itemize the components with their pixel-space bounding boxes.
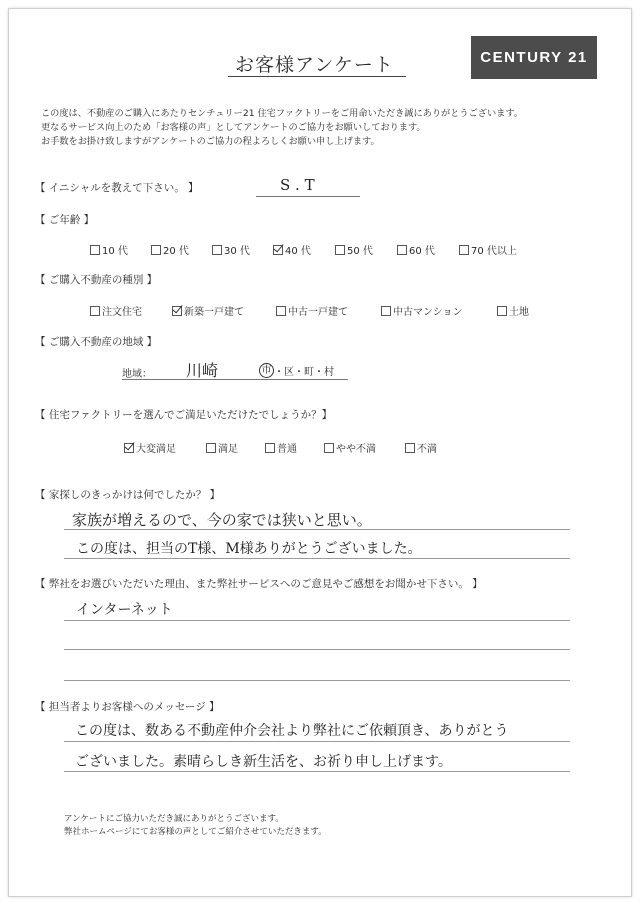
checkbox-60[interactable]	[397, 245, 407, 255]
region-label: 【 ご購入不動産の地域 】	[35, 336, 158, 348]
footer-line-2: 弊社ホームページにてお客様の声としてご紹介させていただきます。	[64, 827, 327, 837]
reason-ruled-line-3	[64, 680, 570, 681]
checkbox-used-house[interactable]	[276, 306, 286, 316]
initials-underline	[256, 196, 360, 197]
satisfaction-option-unsatisfied[interactable]: 不満	[405, 440, 437, 455]
checkbox-slightly-unsatisfied[interactable]	[324, 443, 334, 453]
message-ruled-line-2	[64, 771, 570, 772]
property-option-used-house[interactable]: 中古一戸建て	[276, 303, 348, 318]
region-unit: 市 ・区・町・村	[259, 363, 334, 378]
checkbox-custom-house[interactable]	[90, 306, 100, 316]
age-label: 【 ご年齢 】	[35, 214, 95, 226]
property-option-land[interactable]: 土地	[497, 303, 529, 318]
reason-ruled-line-1	[64, 620, 570, 621]
reason-answer-line-1: インターネット	[76, 602, 173, 618]
initials-value: S . T	[280, 176, 315, 194]
message-line-1: この度は、数ある不動産仲介会社より弊社にご依頼頂き、ありがとう	[75, 723, 509, 739]
checkbox-very-satisfied[interactable]	[124, 443, 134, 453]
age-option-50[interactable]: 50 代	[335, 242, 373, 257]
region-field-label: 地域：	[122, 369, 152, 380]
age-option-20[interactable]: 20 代	[151, 242, 189, 257]
age-option-10[interactable]: 10 代	[90, 242, 128, 257]
message-label: 【 担当者よりお客様へのメッセージ 】	[35, 701, 220, 713]
checkbox-70[interactable]	[459, 245, 469, 255]
intro-line-1: この度は、不動産のご購入にあたりセンチュリー21 住宅ファクトリーをご用命いただき誠にありがとうございます。	[41, 108, 523, 119]
message-line-2: ございました。素晴らしき新生活を、お祈り申し上げます。	[75, 754, 452, 770]
checkbox-50[interactable]	[335, 245, 345, 255]
checkbox-land[interactable]	[497, 306, 507, 316]
age-option-70[interactable]: 70 代以上	[459, 242, 517, 257]
satisfaction-option-very[interactable]: 大変満足	[124, 440, 176, 455]
property-option-new-house[interactable]: 新築一戸建て	[172, 303, 244, 318]
trigger-answer-line-1: 家族が増えるので、今の家では狭いと思い。	[72, 511, 372, 529]
trigger-label: 【 家探しのきっかけは何でしたか？ 】	[35, 489, 221, 501]
page-title: お客様アンケート	[235, 54, 394, 76]
reason-ruled-line-2	[64, 649, 570, 650]
checkbox-10[interactable]	[90, 245, 100, 255]
reason-label: 【 弊社をお選びいただいた理由、また弊社サービスへのご意見やご感想をお聞かせ下さい。 】	[35, 578, 483, 590]
age-option-30[interactable]: 30 代	[212, 242, 250, 257]
checkbox-new-house[interactable]	[172, 306, 182, 316]
message-ruled-line-1	[64, 741, 570, 742]
intro-line-3: お手数をお掛け致しますがアンケートのご協力の程よろしくお願い申し上げます。	[41, 136, 380, 147]
property-option-used-condo[interactable]: 中古マンション	[381, 303, 463, 318]
satisfaction-option-slightly[interactable]: やや不満	[324, 440, 376, 455]
trigger-ruled-line-2	[64, 558, 570, 559]
title-underline	[228, 76, 406, 77]
checkbox-30[interactable]	[212, 245, 222, 255]
checkbox-satisfied[interactable]	[206, 443, 216, 453]
checkbox-used-condo[interactable]	[381, 306, 391, 316]
age-option-60[interactable]: 60 代	[397, 242, 435, 257]
checkbox-normal[interactable]	[265, 443, 275, 453]
region-value: 川崎	[186, 361, 219, 380]
century21-logo: CENTURY 21	[471, 36, 597, 79]
satisfaction-option-normal[interactable]: 普通	[265, 440, 297, 455]
footer-line-1: アンケートにご協力いただき誠にありがとうございます。	[64, 814, 284, 824]
property-option-custom[interactable]: 注文住宅	[90, 303, 142, 318]
region-underline	[122, 379, 348, 380]
initials-label: 【 イニシャルを教えて下さい。 】	[35, 182, 199, 194]
age-option-40[interactable]: 40 代	[273, 242, 311, 257]
checkbox-unsatisfied[interactable]	[405, 443, 415, 453]
satisfaction-option-satisfied[interactable]: 満足	[206, 440, 238, 455]
intro-line-2: 更なるサービス向上のため「お客様の声」としてアンケートのご協力をお願いしております。	[41, 122, 426, 133]
trigger-ruled-line-1	[64, 529, 570, 530]
property-type-label: 【 ご購入不動産の種別 】	[35, 274, 158, 286]
satisfaction-label: 【 住宅ファクトリーを選んでご満足いただけたでしょうか？】	[35, 409, 333, 421]
trigger-answer-line-2: この度は、担当のT様、M様ありがとうございました。	[76, 541, 422, 557]
checkbox-40[interactable]	[273, 245, 283, 255]
checkbox-20[interactable]	[151, 245, 161, 255]
circled-city: 市	[259, 363, 274, 378]
